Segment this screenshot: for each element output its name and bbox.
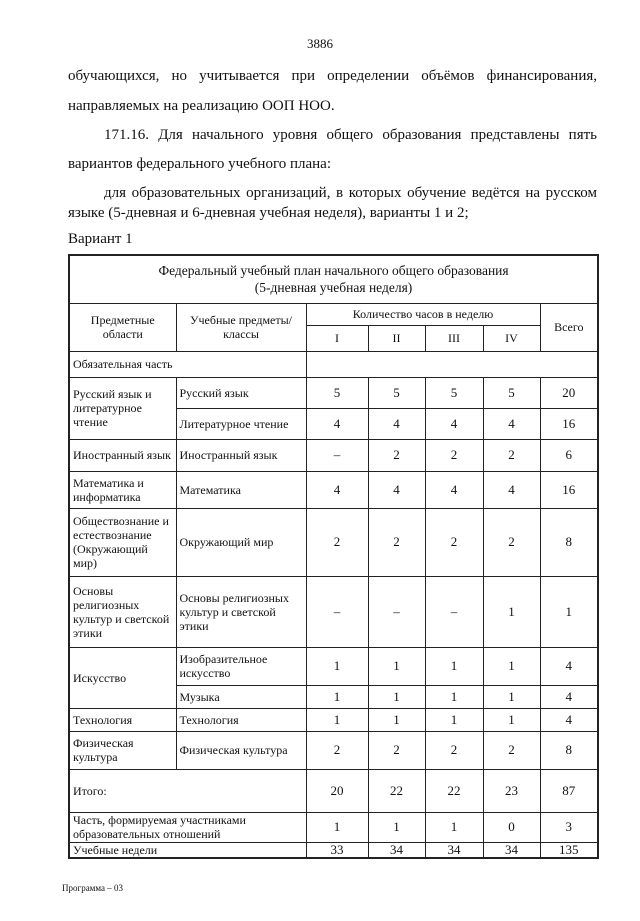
table-row — [69, 508, 598, 576]
table-row — [69, 576, 598, 647]
hours-cell: 4 — [425, 471, 483, 508]
hours-cell: 4 — [483, 408, 540, 439]
hours-cell: 2 — [483, 508, 540, 576]
hours-cell: 1 — [368, 708, 425, 731]
hours-cell: 2 — [483, 731, 540, 769]
area-cell: Физическая культура — [69, 731, 176, 769]
hours-cell: 0 — [483, 812, 540, 842]
hours-cell: 1 — [425, 647, 483, 685]
table-row — [69, 439, 598, 471]
hours-cell: 4 — [306, 408, 368, 439]
paragraph-2-line-2: вариантов федерального учебного плана: — [68, 156, 331, 172]
hours-cell: 1 — [306, 812, 368, 842]
header-grade-4: IV — [483, 325, 540, 351]
hours-cell: 1 — [368, 647, 425, 685]
total-cell: 4 — [540, 708, 598, 731]
hours-cell: 2 — [368, 439, 425, 471]
weeks-row — [69, 842, 598, 858]
table-title-row — [69, 255, 598, 303]
hours-cell: 2 — [306, 508, 368, 576]
area-cell: Математика и информатика — [69, 471, 176, 508]
part-label: Часть, формируемая участниками образовательных отношений — [69, 812, 306, 842]
hours-cell: 1 — [483, 685, 540, 708]
hours-cell: 2 — [425, 439, 483, 471]
hours-cell: 5 — [368, 377, 425, 408]
paragraph-2-line-1: 171.16. Для начального уровня общего образования представлены пять — [104, 127, 597, 143]
header-grade-3: III — [425, 325, 483, 351]
header-hours: Количество часов в неделю — [306, 303, 540, 325]
hours-cell: – — [425, 576, 483, 647]
subject-cell: Математика — [176, 471, 306, 508]
weeks-cell: 34 — [483, 842, 540, 858]
weeks-cell: 34 — [425, 842, 483, 858]
total-cell: 135 — [540, 842, 598, 858]
subject-cell: Иностранный язык — [176, 439, 306, 471]
total-cell: 3 — [540, 812, 598, 842]
hours-cell: 1 — [306, 708, 368, 731]
hours-cell: 2 — [368, 508, 425, 576]
total-cell: 20 — [540, 377, 598, 408]
table-row — [69, 731, 598, 769]
hours-cell: 20 — [306, 769, 368, 812]
hours-cell: 1 — [368, 685, 425, 708]
header-grade-2: II — [368, 325, 425, 351]
hours-cell: 5 — [425, 377, 483, 408]
hours-cell: 1 — [483, 647, 540, 685]
paragraph-1-line-1: обучающихся, но учитывается при определении объёмов финансирования, — [68, 68, 597, 84]
hours-cell: 4 — [425, 408, 483, 439]
table-title-line-1: Федеральный учебный план начального общего образования — [158, 263, 509, 279]
total-cell: 1 — [540, 576, 598, 647]
area-cell: Обществознание и естествознание (Окружающий мир) — [69, 508, 176, 576]
hours-cell: – — [306, 439, 368, 471]
hours-cell: 4 — [306, 471, 368, 508]
subject-cell: Изобразительное искусство — [176, 647, 306, 685]
hours-cell: 1 — [483, 576, 540, 647]
table-title-line-2: (5-дневная учебная неделя) — [254, 280, 413, 296]
mandatory-part-label: Обязательная часть — [69, 351, 306, 377]
table-row — [69, 708, 598, 731]
area-cell: Основы религиозных культур и светской этики — [69, 576, 176, 647]
area-cell: Иностранный язык — [69, 439, 176, 471]
part-row — [69, 812, 598, 842]
hours-cell: 2 — [425, 731, 483, 769]
subject-cell: Физическая культура — [176, 731, 306, 769]
table-title — [69, 255, 598, 303]
header-areas: Предметные области — [69, 303, 176, 351]
hours-cell: 23 — [483, 769, 540, 812]
hours-cell: – — [306, 576, 368, 647]
subject-cell: Основы религиозных культур и светской этики — [176, 576, 306, 647]
paragraph-1-line-2: направляемых на реализацию ООП НОО. — [68, 98, 335, 114]
hours-cell: 1 — [425, 708, 483, 731]
total-cell: 8 — [540, 508, 598, 576]
total-cell: 87 — [540, 769, 598, 812]
paragraph-3-line-2: языке (5-дневная и 6-дневная учебная неделя), варианты 1 и 2; — [68, 205, 469, 221]
total-cell: 8 — [540, 731, 598, 769]
area-cell: Искусство — [69, 647, 176, 708]
area-cell: Русский язык и литературное чтение — [69, 377, 176, 439]
hours-cell: 5 — [306, 377, 368, 408]
header-grade-1: I — [306, 325, 368, 351]
page-number: 3886 — [307, 36, 333, 51]
hours-cell: 4 — [483, 471, 540, 508]
curriculum-table — [68, 254, 599, 859]
total-cell: 4 — [540, 685, 598, 708]
hours-cell: 1 — [306, 647, 368, 685]
footer-label: Программа – 03 — [62, 883, 124, 893]
hours-cell: 2 — [306, 731, 368, 769]
weeks-cell: 34 — [368, 842, 425, 858]
hours-cell: 1 — [306, 685, 368, 708]
subject-cell: Технология — [176, 708, 306, 731]
total-cell: 16 — [540, 471, 598, 508]
weeks-label: Учебные недели — [69, 842, 306, 858]
hours-cell: 2 — [483, 439, 540, 471]
subject-cell: Музыка — [176, 685, 306, 708]
hours-cell: 1 — [425, 812, 483, 842]
itogo-label: Итого: — [69, 769, 306, 812]
variant-label: Вариант 1 — [68, 231, 133, 247]
hours-cell: 1 — [425, 685, 483, 708]
subject-cell: Литературное чтение — [176, 408, 306, 439]
hours-cell: 4 — [368, 471, 425, 508]
area-cell: Технология — [69, 708, 176, 731]
total-cell: 4 — [540, 647, 598, 685]
hours-cell: – — [368, 576, 425, 647]
hours-cell: 1 — [483, 708, 540, 731]
header-subjects: Учебные предметы/ классы — [176, 303, 306, 351]
hours-cell: 2 — [368, 731, 425, 769]
total-cell: 6 — [540, 439, 598, 471]
table-row — [69, 377, 598, 408]
hours-cell: 4 — [368, 408, 425, 439]
subject-cell: Русский язык — [176, 377, 306, 408]
table-row — [69, 471, 598, 508]
hours-cell: 2 — [425, 508, 483, 576]
itogo-row — [69, 769, 598, 812]
hours-cell: 22 — [425, 769, 483, 812]
header-total: Всего — [540, 303, 598, 351]
total-cell: 16 — [540, 408, 598, 439]
weeks-cell: 33 — [306, 842, 368, 858]
mandatory-part-row — [69, 351, 598, 377]
header-row-1 — [69, 303, 598, 325]
hours-cell: 1 — [368, 812, 425, 842]
hours-cell: 5 — [483, 377, 540, 408]
table-row — [69, 647, 598, 685]
paragraph-3-line-1: для образовательных организаций, в которых обучение ведётся на русском — [104, 185, 597, 201]
hours-cell: 22 — [368, 769, 425, 812]
subject-cell: Окружающий мир — [176, 508, 306, 576]
